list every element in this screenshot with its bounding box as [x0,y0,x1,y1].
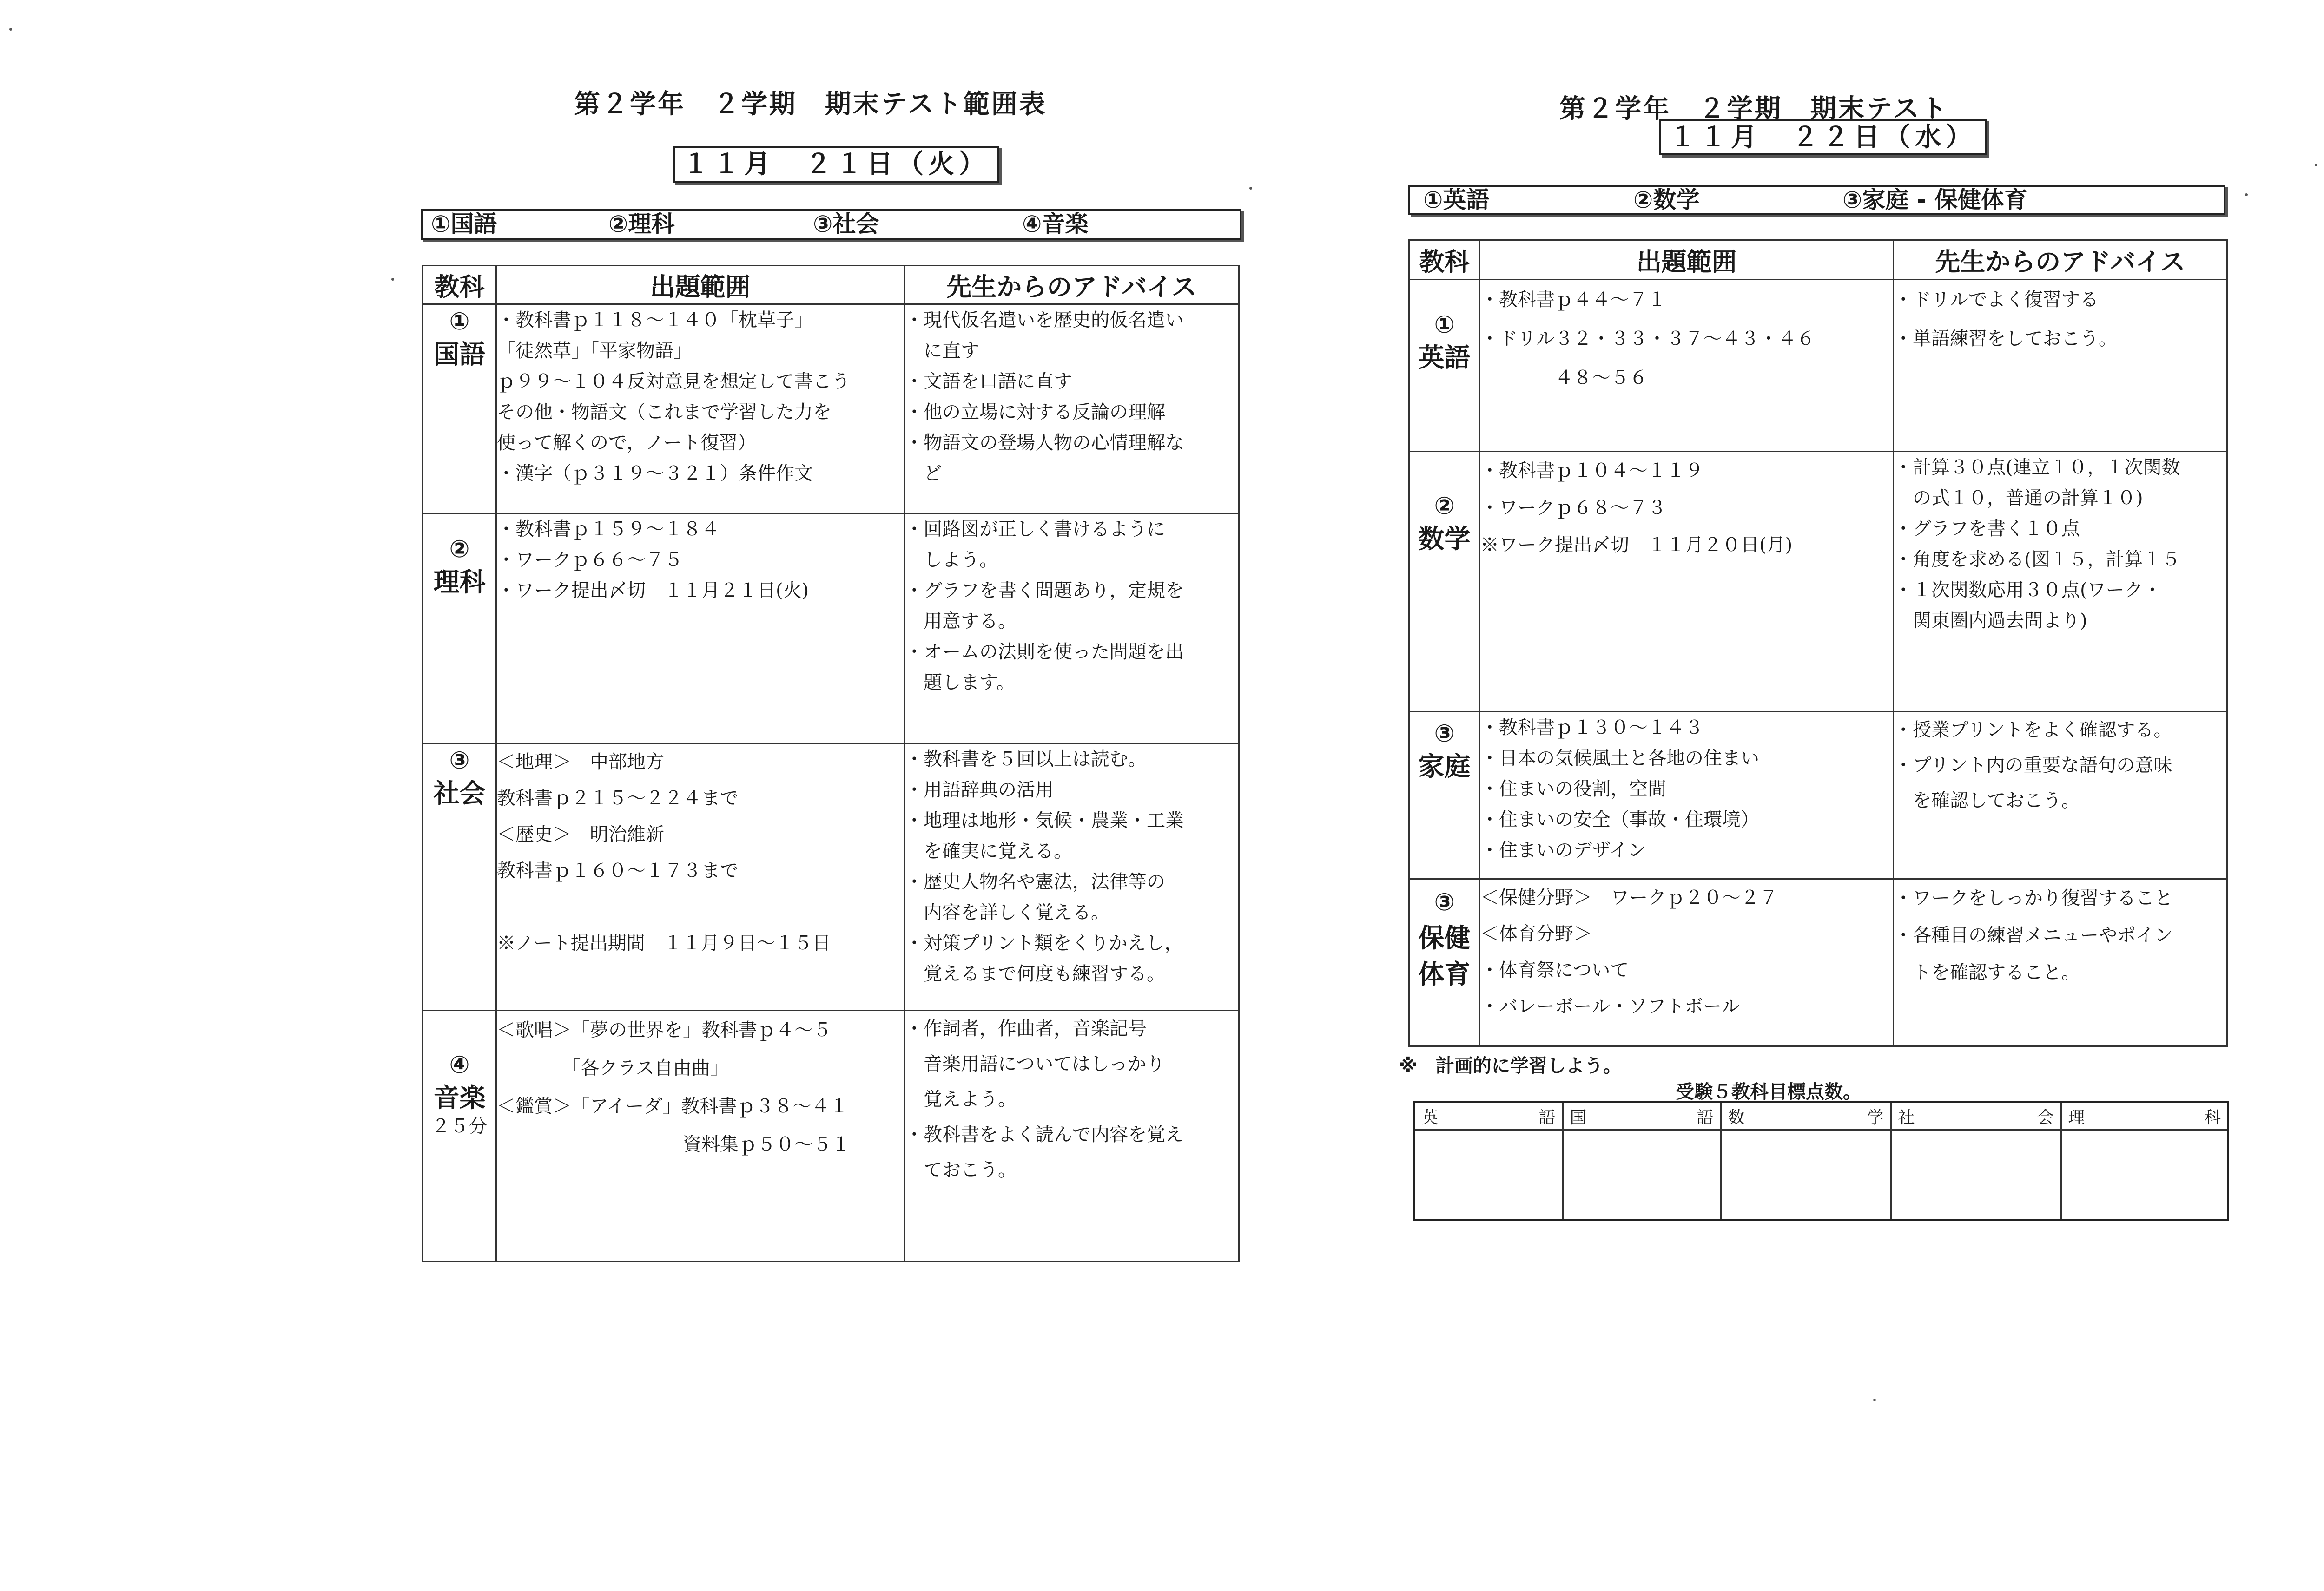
advice-line: ・物語文の登場人物の心情理解な [905,432,1184,454]
range-line: ・教科書ｐ４４～７１ [1480,289,1666,310]
range-line: ４８～５６ [1480,367,1648,388]
range-line: 資料集ｐ５０～５１ [497,1134,850,1155]
table-row [1409,712,2227,879]
score-entry-row [1414,1130,2228,1220]
score-subject-math: 数 学 [1721,1102,1891,1130]
range-line: ＜鑑賞＞「アイーダ」教科書ｐ３８～４１ [497,1096,849,1117]
subject-number: ② [449,535,470,563]
subject-name: 数学 [1418,524,1471,554]
advice-line: ・作詞者，作曲者，音楽記号 [905,1018,1147,1039]
advice-cell [1894,452,2227,712]
advice-line: ・教科書をよく読んで内容を覚え [905,1124,1184,1145]
score-subject-social: 社 会 [1891,1102,2061,1130]
range-line: ・バレーボール・ソフトボール [1480,996,1740,1017]
subject-cell [1409,452,1480,712]
score-header-row [1414,1102,2228,1130]
scan-speck [1873,1399,1876,1401]
advice-line: ・１次関数応用３０点(ワーク・ [1894,579,2162,601]
advice-line: 内容を詳しく覚える。 [905,902,1109,923]
scan-speck [1249,187,1252,190]
subject-name: 社会 [433,779,486,809]
right-order-3: ③家庭 - 保健体育 [1842,186,2027,213]
advice-line: ・単語練習をしておこう。 [1894,328,2117,349]
range-cell [1480,712,1894,879]
header-subject: 教科 [423,266,496,304]
scan-speck [2245,193,2248,196]
advice-line: ・ドリルでよく復習する [1894,289,2099,310]
range-line: ・ワーク提出〆切 １１月２１日(火) [497,580,809,601]
scan-speck [391,278,394,281]
table-row [1409,280,2227,452]
advice-cell [1894,280,2227,452]
advice-line: しよう。 [905,549,998,571]
advice-line: ・オームの法則を使った問題を出 [905,641,1184,663]
subject-name: 理科 [433,567,486,598]
range-line: 教科書ｐ１６０～１７３まで [497,860,739,881]
subject-cell [1409,712,1480,879]
range-line: 「各クラス自由曲」 [497,1058,729,1079]
score-entry-science[interactable] [2061,1130,2228,1220]
advice-cell [1894,879,2227,1046]
advice-line: ・文語を口語に直す [905,371,1072,392]
advice-line: ・各種目の練習メニューやポイン [1894,925,2173,946]
advice-line: ・グラフを書く問題あり，定規を [905,580,1184,601]
advice-line: ・プリント内の重要な語句の意味 [1894,755,2172,776]
table-row [1409,879,2227,1046]
range-cell [1480,879,1894,1046]
range-line: 使って解くので，ノート復習） [497,432,756,454]
advice-line: トを確認すること。 [1894,962,2080,983]
subject-cell [1409,879,1480,1046]
left-date-box: １１月 ２１日（火） [673,146,999,183]
advice-line: の式１０，普通の計算１０) [1894,487,2143,509]
left-order-4: ④音楽 [1022,210,1089,237]
range-line: ・ワークｐ６６～７５ [497,549,683,571]
range-line: 「徒然草」「平家物語」 [497,340,692,362]
range-line: ・教科書ｐ１１８～１４０「枕草子」 [497,309,813,331]
range-line: 教科書ｐ２１５～２２４まで [497,788,739,809]
subject-name: 国語 [433,340,486,370]
score-entry-math[interactable] [1721,1130,1891,1220]
score-entry-social[interactable] [1891,1130,2061,1220]
advice-line: を確実に覚える。 [905,841,1072,862]
advice-line: ・教科書を５回以上は読む。 [905,749,1147,770]
score-target-title: 受験５教科目標点数。 [1676,1081,1862,1103]
subject-number: ① [1434,311,1455,339]
scan-speck [2315,164,2317,166]
range-line: ・日本の気候風土と各地の住まい [1480,748,1759,769]
subject-name: 保健体育 [1418,923,1471,990]
subject-name: 音楽 [433,1083,486,1113]
left-order-2: ②理科 [608,210,675,237]
score-subject-japanese: 国 語 [1563,1102,1721,1130]
advice-line: ・用語辞典の活用 [905,779,1054,801]
range-line: ＜歌唱＞「夢の世界を」教科書ｐ４～５ [497,1019,832,1041]
range-line: ・住まいの役割，空間 [1480,778,1666,800]
target-score-table [1413,1101,2229,1221]
header-range: 出題範囲 [496,266,905,304]
range-line: ・住まいの安全（事故・住環境） [1480,809,1759,830]
advice-line: ど [905,463,942,484]
header-advice: 先生からのアドバイス [1894,240,2227,280]
range-line: ｐ９９～１０４反対意見を想定して書こう [497,371,850,392]
advice-line: ・角度を求める(図１５，計算１５ [1894,549,2180,570]
range-line: ※ワーク提出〆切 １１月２０日(月) [1480,534,1793,556]
header-range: 出題範囲 [1480,240,1894,280]
range-line: ・体育祭について [1480,960,1629,981]
advice-line: ・他の立場に対する反論の理解 [905,401,1165,423]
left-order-3: ③社会 [813,210,879,237]
subject-name: 英語 [1418,343,1471,373]
subject-number: ③ [449,747,470,775]
scan-speck [9,28,12,31]
advice-line: ・地理は地形・気候・農業・工業 [905,810,1184,831]
advice-line: 用意する。 [905,611,1017,632]
advice-line: ・対策プリント類をくりかえし， [905,933,1183,954]
header-advice: 先生からのアドバイス [905,266,1239,304]
range-line: ・漢字（ｐ３１９～３２１）条件作文 [497,463,813,484]
score-entry-japanese[interactable] [1563,1130,1721,1220]
right-order-1: ①英語 [1423,186,1490,213]
subject-name: 家庭 [1418,752,1471,782]
subject-number: ① [449,308,470,335]
advice-line: 覚えるまで何度も練習する。 [905,963,1165,985]
range-cell [1480,452,1894,712]
range-line: ＜歴史＞ 明治維新 [497,824,664,845]
subject-number: ③ [1434,888,1455,916]
subject-duration: ２５分 [431,1116,488,1137]
subject-number: ④ [449,1051,470,1079]
advice-line: ておこう。 [905,1159,1017,1181]
advice-line: を確認しておこう。 [1894,790,2080,811]
range-line: ・教科書ｐ１５９～１８４ [497,519,720,540]
subject-number: ③ [1434,720,1455,748]
advice-line: に直す [905,340,979,362]
left-title: 第２学年 ２学期 期末テスト範囲表 [574,89,1047,119]
subject-number: ② [1434,492,1455,520]
range-cell [1480,280,1894,452]
advice-line: ・計算３０点(連立１０，１次関数 [1894,457,2180,478]
subject-cell [1409,280,1480,452]
range-line: ・ワークｐ６８～７３ [1480,497,1666,519]
left-order-1: ①国語 [431,210,497,237]
right-title: 第２学年 ２学期 期末テスト [1559,94,1949,124]
advice-line: ・グラフを書く１０点 [1894,518,2080,539]
study-plan-note: ※ 計画的に学習しよう。 [1399,1055,1622,1077]
advice-line: 題します。 [905,672,1015,693]
right-order-2: ②数学 [1633,186,1700,213]
score-subject-science: 理 科 [2061,1102,2228,1130]
range-line: ・教科書ｐ１３０～１４３ [1480,717,1703,738]
range-line: ・ドリル３２・３３・３７～４３・４６ [1480,328,1815,349]
range-line: ・住まいのデザイン [1480,840,1647,861]
score-entry-english[interactable] [1414,1130,1563,1220]
range-line: ※ノート提出期間 １１月９日～１５日 [497,933,831,954]
range-line: ＜体育分野＞ [1480,923,1592,945]
advice-line: ・歴史人物名や憲法，法律等の [905,871,1165,893]
range-line: ＜地理＞ 中部地方 [497,751,664,773]
advice-line: 音楽用語についてはしっかり [905,1053,1165,1075]
advice-line: ・授業プリントをよく確認する。 [1894,719,2172,741]
right-subject-order [1408,185,2225,215]
right-range-table [1408,239,2228,1047]
advice-cell [1894,712,2227,879]
range-line: ・教科書ｐ１０４～１１９ [1480,460,1703,481]
advice-line: ・回路図が正しく書けるように [905,519,1165,540]
advice-line: 関東圏内過去問より) [1894,610,2087,631]
header-subject: 教科 [1409,240,1480,280]
table-row [1409,452,2227,712]
advice-line: ・ワークをしっかり復習すること [1894,888,2173,909]
advice-line: ・現代仮名遣いを歴史的仮名遣い [905,309,1184,331]
range-line: ＜保健分野＞ ワークｐ２０～２７ [1480,887,1778,908]
score-subject-english: 英 語 [1414,1102,1563,1130]
right-date-box: １１月 ２２日（水） [1659,119,1987,155]
advice-line: 覚えよう。 [905,1089,1017,1110]
range-line: その他・物語文（これまで学習した力を [497,401,832,423]
right-table-header [1409,240,2227,280]
